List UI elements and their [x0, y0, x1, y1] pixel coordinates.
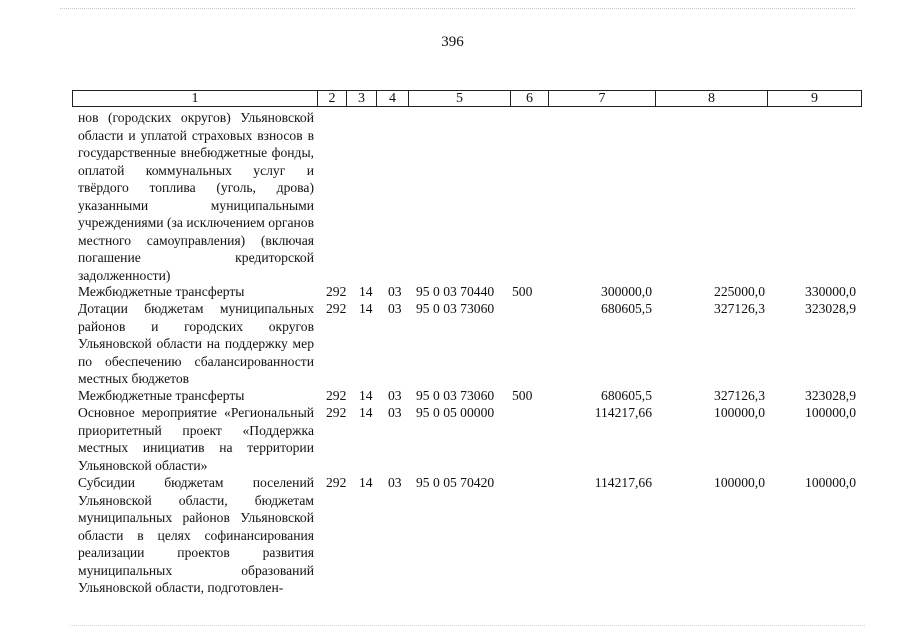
cell-col-6: 500: [512, 388, 533, 403]
cell-col-4: 03: [388, 284, 402, 299]
cell-col-4: 03: [388, 388, 402, 403]
cell-col-6: 500: [512, 284, 533, 299]
header-col-3: 3: [347, 91, 377, 106]
cell-col-3: 14: [359, 405, 373, 420]
cell-col-2: 292: [326, 301, 347, 316]
page-number: 396: [441, 34, 464, 50]
cell-col-8: 225000,0: [714, 284, 765, 299]
cell-col-4: 03: [388, 405, 402, 420]
cell-col-8: 327126,3: [714, 301, 765, 316]
scan-artifact-bottom: [70, 625, 865, 628]
cell-col-8: 100000,0: [714, 475, 765, 490]
cell-col-4: 03: [388, 475, 402, 490]
budget-table: [72, 90, 862, 595]
row-description: Межбюджетные трансферты: [78, 388, 245, 403]
header-col-2: 2: [318, 91, 347, 106]
cell-col-2: 292: [326, 284, 347, 299]
cell-col-7: 680605,5: [601, 388, 652, 403]
cell-col-8: 100000,0: [714, 405, 765, 420]
cell-col-9: 330000,0: [805, 284, 856, 299]
cell-col-7: 680605,5: [601, 301, 652, 316]
header-col-8: 8: [656, 91, 768, 106]
cell-col-7: 114217,66: [594, 405, 652, 420]
cell-col-5: 95 0 03 70440: [416, 284, 495, 299]
cell-col-7: 300000,0: [601, 284, 652, 299]
header-col-4: 4: [377, 91, 409, 106]
cell-col-9: 323028,9: [805, 388, 856, 403]
cell-col-7: 114217,66: [594, 475, 652, 490]
cell-col-3: 14: [359, 388, 373, 403]
cell-col-3: 14: [359, 301, 373, 316]
scan-artifact-top: [60, 8, 855, 11]
table-header: [72, 90, 862, 107]
header-col-5: 5: [409, 91, 511, 106]
cell-col-3: 14: [359, 284, 373, 299]
cell-col-2: 292: [326, 388, 347, 403]
header-col-1: 1: [73, 91, 318, 106]
row-description: Дотации бюджетам муниципальных районов и городских округов Ульяновской области на поддержку мер по обеспечению сбалансированности местных бюджетов: [78, 301, 314, 386]
header-col-7: 7: [549, 91, 656, 106]
cell-col-9: 100000,0: [805, 405, 856, 420]
cell-col-9: 323028,9: [805, 301, 856, 316]
cell-col-3: 14: [359, 475, 373, 490]
row-description: Основное мероприятие «Региональный приоритетный проект «Поддержка местных инициатив на территории Ульяновской области»: [78, 405, 314, 473]
row-description: нов (городских округов) Ульяновской области и уплатой страховых взносов в государственные внебюджетные фонды, оплатой коммунальных услуг и твёрдого топлива (уголь, дрова) указанными муниципальными учреждениями (за исключением органов местного самоуправления) (включая погашение кредиторской задолженности): [78, 110, 314, 283]
cell-col-4: 03: [388, 301, 402, 316]
header-col-6: 6: [511, 91, 549, 106]
cell-col-2: 292: [326, 475, 347, 490]
cell-col-8: 327126,3: [714, 388, 765, 403]
cell-col-5: 95 0 05 70420: [416, 475, 495, 490]
cell-col-5: 95 0 03 73060: [416, 301, 495, 316]
cell-col-5: 95 0 05 00000: [416, 405, 495, 420]
cell-col-2: 292: [326, 405, 347, 420]
header-col-9: 9: [811, 91, 818, 106]
row-description: Субсидии бюджетам поселений Ульяновской области, бюджетам муниципальных районов Ульяновской области в целях софинансирования реализации проектов развития муниципальных образований Ульяновской области, подготовлен-: [78, 475, 314, 595]
row-description: Межбюджетные трансферты: [78, 284, 245, 299]
cell-col-9: 100000,0: [805, 475, 856, 490]
cell-col-5: 95 0 03 73060: [416, 388, 495, 403]
